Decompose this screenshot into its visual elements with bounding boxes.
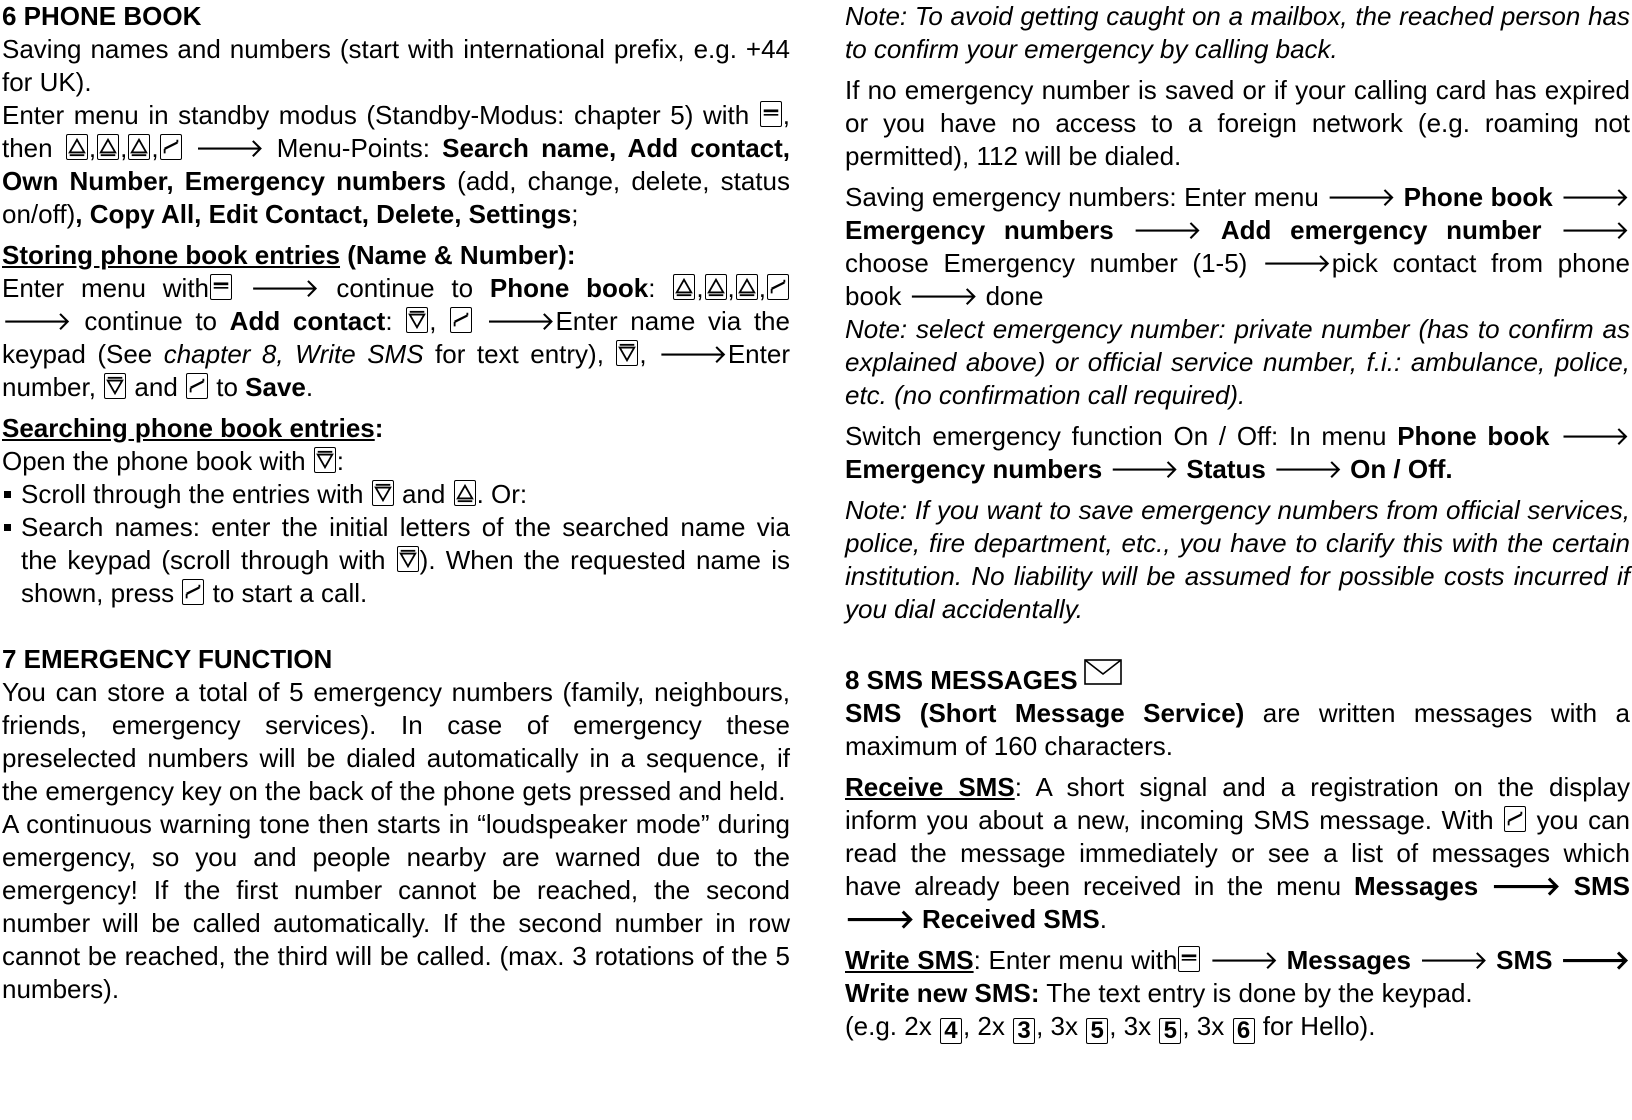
arrow-icon: 🡒 [1261,248,1332,278]
up-key-icon [128,134,150,160]
up-key-icon [454,480,476,506]
arrow-icon: 🡒 [658,339,728,369]
emergency-note-3: Note: If you want to save emergency numbers from official services, police, fire department, etc., you have to clarify this with the certain institution. No liability will be assumed for possible costs incurred if you dial accidentally. [845,495,1630,624]
key-4-icon: 4 [940,1018,962,1044]
call-key-icon [182,579,204,605]
search-bullet-list [2,478,790,610]
up-key-icon [705,274,727,300]
arrow-icon: 🡒 [249,273,320,303]
call-key-icon [767,274,789,300]
envelope-icon [1084,659,1122,685]
write-sms-paragraph: Write SMS: Enter menu with 🡒 Messages 🡒 SMS 🡒 Write new SMS: The text entry is done by the keypad. (e.g. 2x 4 , 2x 3 , 3x 5 , 3x 5 , 3x 6 for Hello). [845,945,1630,1044]
emergency-note-2: Note: select emergency number: private number (has to confirm as explained above) or official service number, f.i.: ambulance, police, etc. (no confirmation call required). [845,314,1630,410]
right-column [845,0,1630,1044]
call-key-icon [1504,806,1526,832]
arrow-icon: 🡒 [1326,182,1397,212]
menu-key-icon [1178,946,1200,972]
down-key-icon [104,373,126,399]
left-column [2,0,790,1006]
key-5-icon: 5 [1086,1018,1108,1044]
section-7-paragraph-3: If no emergency number is saved or if your calling card has expired or you have no access to a foreign network (e.g. roaming not permitted), 112 will be dialed. [845,75,1630,171]
call-key-icon [160,134,182,160]
section-7-paragraph-1: You can store a total of 5 emergency numbers (family, neighbours, friends, emergency services). In case of emergency these preselected numbers will be dialed automatically in a sequence, if the emergency key on the back of the phone gets pressed and held. [2,677,790,806]
arrow-icon: 🡒 [2,306,72,336]
up-key-icon [97,134,119,160]
call-key-icon [186,373,208,399]
arrow-icon: 🡒 [908,281,979,311]
storing-paragraph: Storing phone book entries (Name & Number): Enter menu with 🡒 continue to Phone book: , , , 🡒 continue to Add contact: , 🡒Enter name via the keypad (See chapter 8, Write SMS for text entry), , 🡒Enter number, and to Save. [2,240,790,402]
up-key-icon [736,274,758,300]
arrow-icon: 🡒 [1560,182,1631,212]
arrow-icon: 🡒 [1109,454,1180,484]
arrow-icon: 🡒 [1209,945,1279,975]
arrow-icon: 🡒 [194,133,265,163]
list-item: Scroll through the entries with and . Or: [2,478,790,511]
searching-paragraph: Searching phone book entries: Open the phone book with : [2,413,384,476]
key-3-icon: 3 [1013,1018,1035,1044]
arrow-icon: 🡒 [485,306,556,336]
down-key-icon [314,447,336,473]
saving-emergency-paragraph: Saving emergency numbers: Enter menu 🡒 Phone book 🡒 Emergency numbers 🡒 Add emergency number 🡒 choose Emergency number (1-5) 🡒pick contact from phone book 🡒 done [845,182,1631,311]
arrow-icon: 🡒 [1418,945,1489,975]
arrow-icon: 🡒 [1560,945,1630,975]
arrow-icon: 🡒 [1560,215,1630,245]
up-key-icon [673,274,695,300]
emergency-note-1: Note: To avoid getting caught on a mailbox, the reached person has to confirm your emergency by calling back. [845,1,1630,64]
section-6-intro-1: Saving names and numbers (start with international prefix, e.g. +44 for UK). [2,34,790,97]
section-8-paragraph-1: SMS (Short Message Service) are written messages with a maximum of 160 characters. [845,698,1631,761]
menu-key-icon [210,274,232,300]
down-key-icon [397,546,419,572]
arrow-icon: 🡒 [1273,454,1343,484]
arrow-icon: 🡒 [1132,215,1203,245]
section-6-title: 6 PHONE BOOK [2,1,202,31]
section-6-intro-2: Enter menu in standby modus (Standby-Modus: chapter 5) with , then , , , 🡒 Menu-Points: Search name, Add contact, Own Number, Emergency numbers (add, change, delete, status on/off), Copy All, Edit Contact, Delete, Settings; [2,100,790,229]
section-8-title: 8 SMS MESSAGES [845,659,1630,697]
down-key-icon [372,480,394,506]
searching-heading: Searching phone book entries [2,413,375,443]
arrow-icon: 🡒 [845,904,915,934]
list-item: Search names: enter the initial letters of the searched name via the keypad (scroll through with ). When the requested name is shown, press to start a call. [2,511,790,610]
receive-sms-heading: Receive SMS [845,772,1015,802]
arrow-icon: 🡒 [1560,421,1630,451]
down-key-icon [616,340,638,366]
key-5-icon: 5 [1159,1018,1181,1044]
section-7-paragraph-2: A continuous warning tone then starts in “loudspeaker mode” during emergency, so you and people nearby are warned due to the emergency! If the first number cannot be reached, the second number will be called automatically. If the second number in row cannot be reached, the third will be called. (max. 3 rotations of the 5 numbers). [2,809,790,1004]
write-sms-heading: Write SMS [845,945,974,975]
storing-heading: Storing phone book entries [2,240,341,270]
switch-emergency-paragraph: Switch emergency function On / Off: In menu Phone book 🡒 Emergency numbers 🡒 Status 🡒 On / Off. [845,421,1630,484]
key-6-icon: 6 [1233,1018,1255,1044]
receive-sms-paragraph: Receive SMS: A short signal and a registration on the display inform you about a new, incoming SMS message. With you can read the message immediately or see a list of messages which have already been received in the menu Messages 🡒 SMS 🡒 Received SMS. [845,772,1631,934]
arrow-icon: 🡒 [1491,871,1561,901]
call-key-icon [450,307,472,333]
menu-key-icon [760,101,782,127]
up-key-icon [66,134,88,160]
down-key-icon [406,307,428,333]
section-7-title: 7 EMERGENCY FUNCTION [2,644,333,674]
